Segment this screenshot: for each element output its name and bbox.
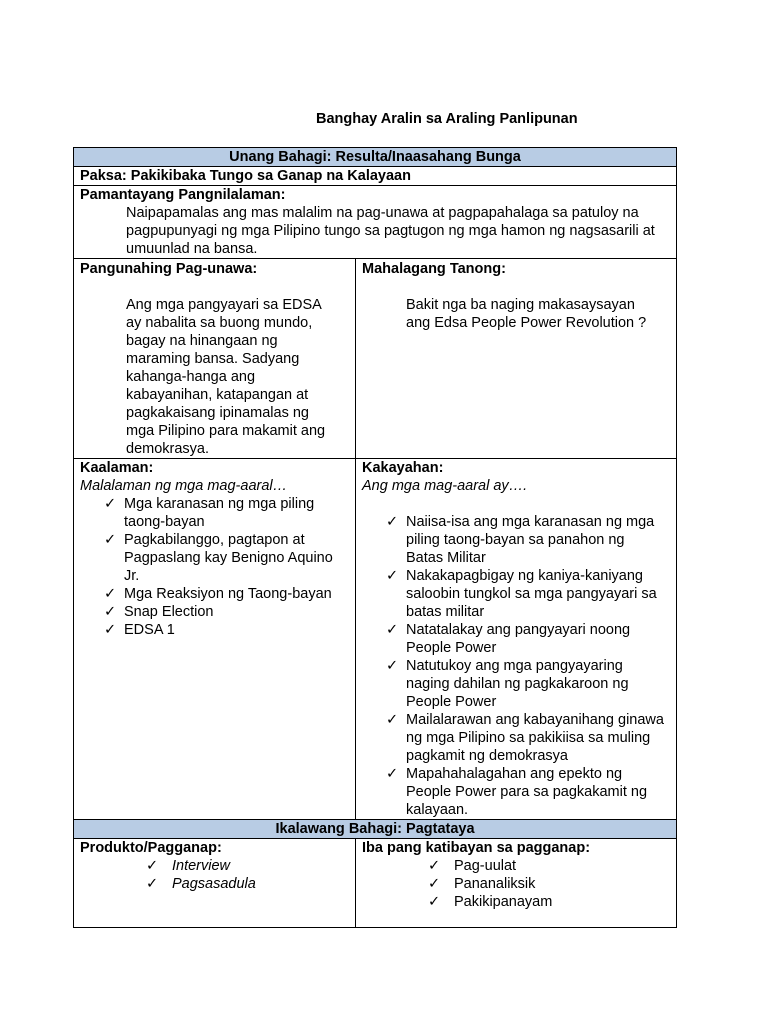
list-item: ✓ Pakikipanayam xyxy=(428,894,553,910)
document-title: Banghay Aralin sa Araling Panlipunan xyxy=(316,111,578,127)
list-item: ✓ Nakakapagbigay ng kaniya-kaniyang saloobin tungkol sa mga pangyayari sa batas militar xyxy=(386,568,657,620)
check-icon: ✓ xyxy=(386,514,399,530)
list-item: ✓ Mailalarawan ang kabayanihang ginawa ng mga Pilipino sa pakikiisa sa muling pagkamit ng demokrasya xyxy=(386,712,664,764)
list-item: ✓ Mga Reaksiyon ng Taong-bayan xyxy=(104,586,332,602)
kakayahan-label: Kakayahan: xyxy=(362,460,444,476)
section1-header-row xyxy=(74,148,677,167)
pag-unawa-label: Pangunahing Pag-unawa: xyxy=(80,261,258,277)
section2-header-row xyxy=(74,820,677,839)
lesson-plan-table xyxy=(73,147,677,928)
unawa-tanong-row xyxy=(74,259,677,459)
list-item: ✓ Natutukoy ang mga pangyayaring naging dahilan ng pagkakaroon ng People Power xyxy=(386,658,629,710)
check-icon: ✓ xyxy=(386,622,399,638)
pamantayan-cell xyxy=(74,186,677,259)
paksa-row xyxy=(74,167,677,186)
produkto-cell xyxy=(74,839,356,928)
katibayan-cell xyxy=(356,839,677,928)
list-item: ✓ Mga karanasan ng mga piling taong-bayan xyxy=(104,496,315,530)
kakayahan-sub: Ang mga mag-aaral ay…. xyxy=(362,478,528,494)
tanong-text: Bakit nga ba naging makasaysayan ang Edsa People Power Revolution ? xyxy=(406,297,647,331)
list-item: ✓ Pagsasadula xyxy=(146,876,256,892)
kaalaman-list xyxy=(80,495,349,639)
list-item: ✓ Natatalakay ang pangyayari noong People Power xyxy=(386,622,631,656)
check-icon: ✓ xyxy=(146,876,159,892)
kakayahan-cell xyxy=(356,459,677,820)
pamantayan-text: Naipapamalas ang mas malalim na pag-unawa at pagpapahalaga sa patuloy na pagpupunyagi ng mga Pilipino tungo sa pagtugon ng mga hamon ng nagsasarili at umuunlad na bansa. xyxy=(126,205,655,257)
pag-unawa-text: Ang mga pangyayari sa EDSA ay nabalita sa buong mundo, bagay na hinangaan ng maraming bansa. Sadyang kahanga-hanga ang kabayanihan, katapangan at pagkakaisang ipinamalas ng mga Pilipino para makamit ang demokrasya. xyxy=(126,297,326,457)
check-icon: ✓ xyxy=(428,858,441,874)
list-item: ✓ Pag-uulat xyxy=(428,858,517,874)
pagganap-row xyxy=(74,839,677,928)
check-icon: ✓ xyxy=(386,568,399,584)
produkto-label: Produkto/Pagganap: xyxy=(80,840,222,856)
katibayan-list xyxy=(362,857,670,911)
check-icon: ✓ xyxy=(428,876,441,892)
check-icon: ✓ xyxy=(104,532,117,548)
list-item: ✓ Naiisa-isa ang mga karanasan ng mga piling taong-bayan sa panahon ng Batas Militar xyxy=(386,514,655,566)
kaalaman-label: Kaalaman: xyxy=(80,460,154,476)
katibayan-label: Iba pang katibayan sa pagganap: xyxy=(362,840,591,856)
check-icon: ✓ xyxy=(386,658,399,674)
list-item: ✓ Pagkabilanggo, pagtapon at Pagpaslang kay Benigno Aquino Jr. xyxy=(104,532,333,584)
list-item: ✓ EDSA 1 xyxy=(104,622,175,638)
list-item: ✓ Interview xyxy=(146,858,231,874)
check-icon: ✓ xyxy=(386,712,399,728)
paksa: Paksa: Pakikibaka Tungo sa Ganap na Kalayaan xyxy=(74,167,677,186)
check-icon: ✓ xyxy=(104,622,117,638)
check-icon: ✓ xyxy=(104,496,117,512)
kakayahan-list xyxy=(362,513,670,819)
check-icon: ✓ xyxy=(386,766,399,782)
list-item: ✓ Snap Election xyxy=(104,604,214,620)
check-icon: ✓ xyxy=(428,894,441,910)
check-icon: ✓ xyxy=(146,858,159,874)
check-icon: ✓ xyxy=(104,586,117,602)
produkto-list xyxy=(80,857,349,893)
list-item: ✓ Mapahahalagahan ang epekto ng People Power para sa pagkakamit ng kalayaan. xyxy=(386,766,648,818)
pag-unawa-cell xyxy=(74,259,356,459)
list-item: ✓ Pananaliksik xyxy=(428,876,536,892)
pamantayan-label: Pamantayang Pangnilalaman: xyxy=(80,187,286,203)
pamantayan-row xyxy=(74,186,677,259)
section2-header: Ikalawang Bahagi: Pagtataya xyxy=(74,820,677,839)
kaalaman-kakayahan-row xyxy=(74,459,677,820)
tanong-label: Mahalagang Tanong: xyxy=(362,261,506,277)
check-icon: ✓ xyxy=(104,604,117,620)
kaalaman-sub: Malalaman ng mga mag-aaral… xyxy=(80,478,288,494)
kaalaman-cell xyxy=(74,459,356,820)
tanong-cell xyxy=(356,259,677,459)
section1-header: Unang Bahagi: Resulta/Inaasahang Bunga xyxy=(74,148,677,167)
